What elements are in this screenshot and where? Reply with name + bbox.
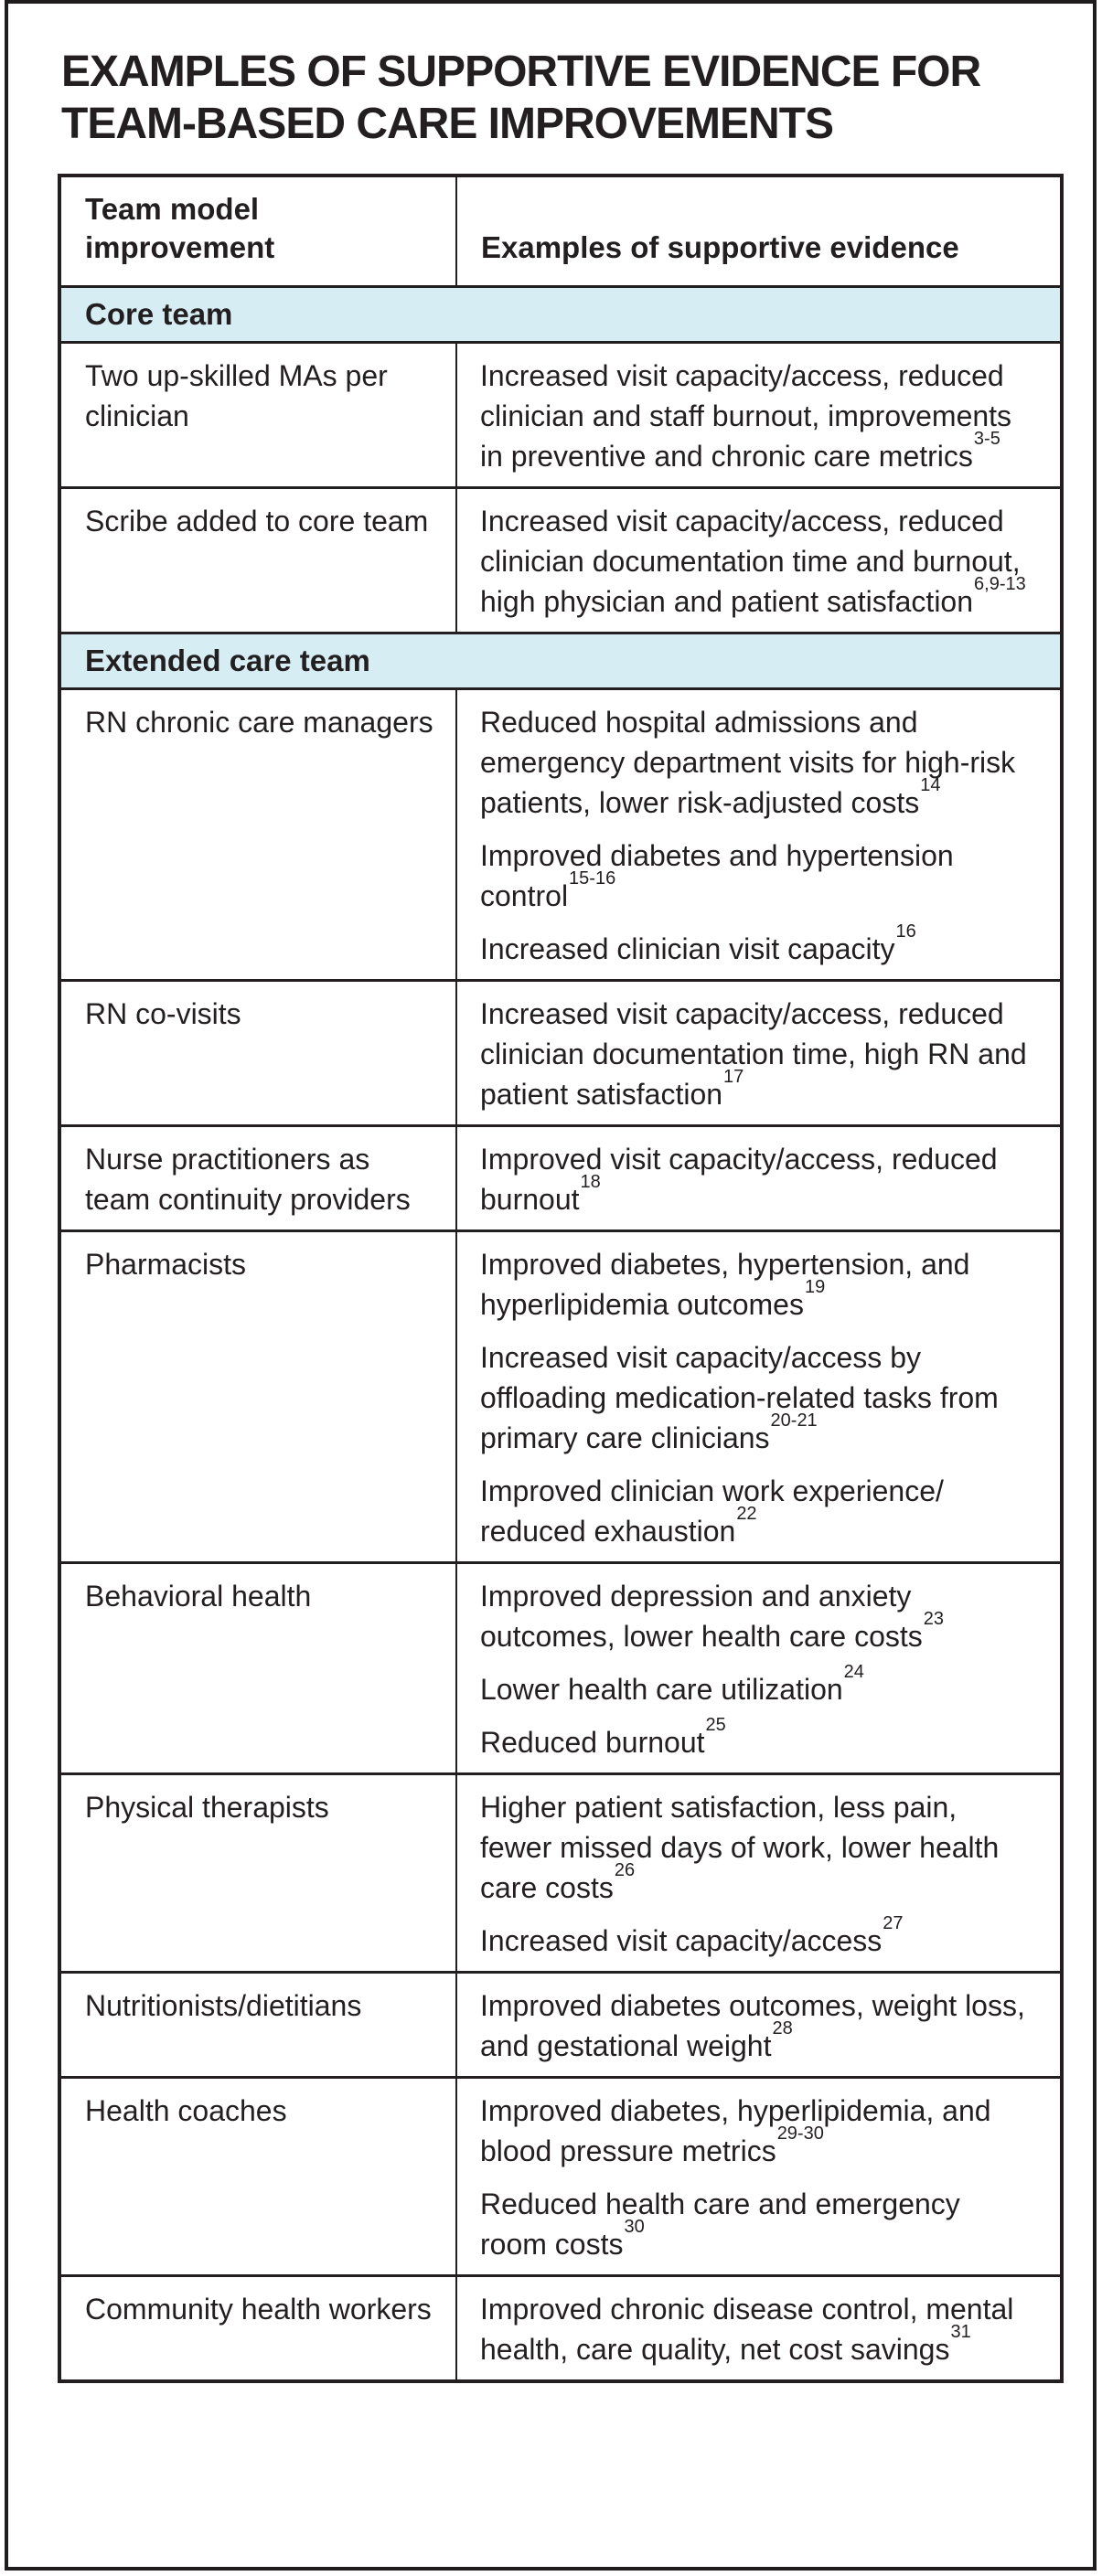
evidence-cell [456, 689, 1062, 981]
improvement-cell: Nutritionists/dietitians [59, 1973, 456, 2078]
section-label: Core team [59, 287, 1062, 343]
evidence-paragraph: Increased visit capacity/access by offloading medication-related tasks from primary care clinicians$^{20-21}$ [480, 1341, 999, 1454]
evidence-paragraph: Improved visit capacity/access, reduced burnout$^{18}$ [480, 1143, 998, 1216]
evidence-paragraph: Improved chronic disease control, mental health, care quality, net cost savings$^{31}$ [480, 2293, 1014, 2366]
citation-reference: 3-5 [973, 429, 1000, 450]
citation-reference: 30 [624, 2217, 645, 2238]
evidence-paragraph: Reduced hospital admissions and emergency department visits for high-risk patients, lower risk-adjusted costs$^{14}$ [480, 706, 1016, 819]
improvement-cell: Community health workers [59, 2276, 456, 2382]
improvement-cell: Pharmacists [59, 1231, 456, 1563]
evidence-cell [456, 981, 1062, 1126]
evidence-paragraph: Improved diabetes and hypertension control$^{15-16}$ [480, 839, 954, 912]
table-row [59, 1563, 1062, 1774]
improvement-cell: RN co-visits [59, 981, 456, 1126]
evidence-paragraph: Higher patient satisfaction, less pain, fewer missed days of work, lower health care costs$^{26}$ [480, 1791, 1000, 1904]
table-row [59, 2078, 1062, 2276]
evidence-paragraph: Increased visit capacity/access, reduced clinician documentation time, high RN and patient satisfaction$^{17}$ [480, 997, 1027, 1111]
citation-reference: 22 [736, 1504, 757, 1525]
evidence-cell [456, 1563, 1062, 1774]
table-row [59, 689, 1062, 981]
citation-reference: 17 [723, 1067, 744, 1088]
citation-reference: 26 [614, 1860, 636, 1881]
table-row [59, 1973, 1062, 2078]
evidence-paragraph: Improved diabetes, hyperlipidemia, and blood pressure metrics$^{29-30}$ [480, 2094, 991, 2167]
evidence-paragraph: Improved clinician work experience/ reduced exhaustion$^{22}$ [480, 1474, 944, 1548]
citation-reference: 16 [895, 921, 916, 942]
evidence-cell [456, 2276, 1062, 2382]
citation-reference: 14 [920, 775, 941, 796]
evidence-paragraph: Improved diabetes, hypertension, and hyperlipidemia outcomes$^{19}$ [480, 1248, 970, 1321]
citation-reference: 29-30 [776, 2124, 824, 2145]
table-row [59, 1231, 1062, 1563]
evidence-cell [456, 488, 1062, 633]
column-header-team-model: Team model improvement [59, 176, 456, 287]
evidence-cell [456, 1774, 1062, 1973]
citation-reference: 23 [923, 1609, 945, 1630]
citation-reference: 31 [950, 2322, 971, 2343]
evidence-table [58, 174, 1064, 2383]
page-frame [5, 0, 1097, 2571]
improvement-cell: Physical therapists [59, 1774, 456, 1973]
citation-reference: 20-21 [770, 1410, 818, 1432]
evidence-paragraph: Lower health care utilization$^{24}$ [480, 1662, 864, 1706]
evidence-paragraph: Increased visit capacity/access, reduced clinician and staff burnout, improvements in preventive and chronic care metrics$^{3-5}$ [480, 359, 1012, 473]
header-row [59, 176, 1062, 287]
improvement-cell: Behavioral health [59, 1563, 456, 1774]
improvement-cell: RN chronic care managers [59, 689, 456, 981]
evidence-paragraph: Improved diabetes outcomes, weight loss, and gestational weight$^{28}$ [480, 1989, 1025, 2062]
evidence-paragraph: Reduced health care and emergency room costs$^{30}$ [480, 2187, 960, 2261]
citation-reference: 25 [705, 1715, 726, 1736]
citation-reference: 28 [772, 2018, 793, 2039]
table-header [59, 176, 1062, 287]
table-row [59, 343, 1062, 488]
table-row [59, 2276, 1062, 2382]
page-title: EXAMPLES OF SUPPORTIVE EVIDENCE FOR TEAM-BASED CARE IMPROVEMENTS [61, 48, 981, 148]
evidence-paragraph: Increased visit capacity/access$^{27}$ [480, 1913, 904, 1957]
evidence-table-body [59, 287, 1062, 2382]
table-row [59, 1774, 1062, 1973]
improvement-cell: Two up-skilled MAs per clinician [59, 343, 456, 488]
improvement-cell: Scribe added to core team [59, 488, 456, 633]
column-header-evidence: Examples of supportive evidence [456, 176, 1062, 287]
citation-reference: 6,9-13 [974, 574, 1026, 595]
table-row [59, 1126, 1062, 1231]
section-label: Extended care team [59, 633, 1062, 689]
improvement-cell: Health coaches [59, 2078, 456, 2276]
evidence-cell [456, 1126, 1062, 1231]
section-header-row [59, 633, 1062, 689]
table-row [59, 488, 1062, 633]
evidence-cell [456, 1973, 1062, 2078]
improvement-cell: Nurse practitioners as team continuity providers [59, 1126, 456, 1231]
section-header-row [59, 287, 1062, 343]
citation-reference: 24 [843, 1662, 864, 1683]
evidence-cell [456, 2078, 1062, 2276]
citation-reference: 19 [804, 1277, 826, 1298]
evidence-paragraph: Improved depression and anxiety outcomes, lower health care costs$^{23}$ [480, 1580, 945, 1653]
citation-reference: 15-16 [569, 868, 616, 889]
evidence-cell [456, 1231, 1062, 1563]
evidence-cell [456, 343, 1062, 488]
evidence-paragraph: Reduced burnout$^{25}$ [480, 1715, 726, 1759]
citation-reference: 18 [580, 1172, 601, 1193]
table-row [59, 981, 1062, 1126]
evidence-paragraph: Increased visit capacity/access, reduced clinician documentation time and burnout, high physician and patient satisfaction$^{6,9-13}$ [480, 505, 1026, 618]
citation-reference: 27 [883, 1913, 904, 1934]
evidence-paragraph: Increased clinician visit capacity$^{16}$ [480, 921, 916, 965]
